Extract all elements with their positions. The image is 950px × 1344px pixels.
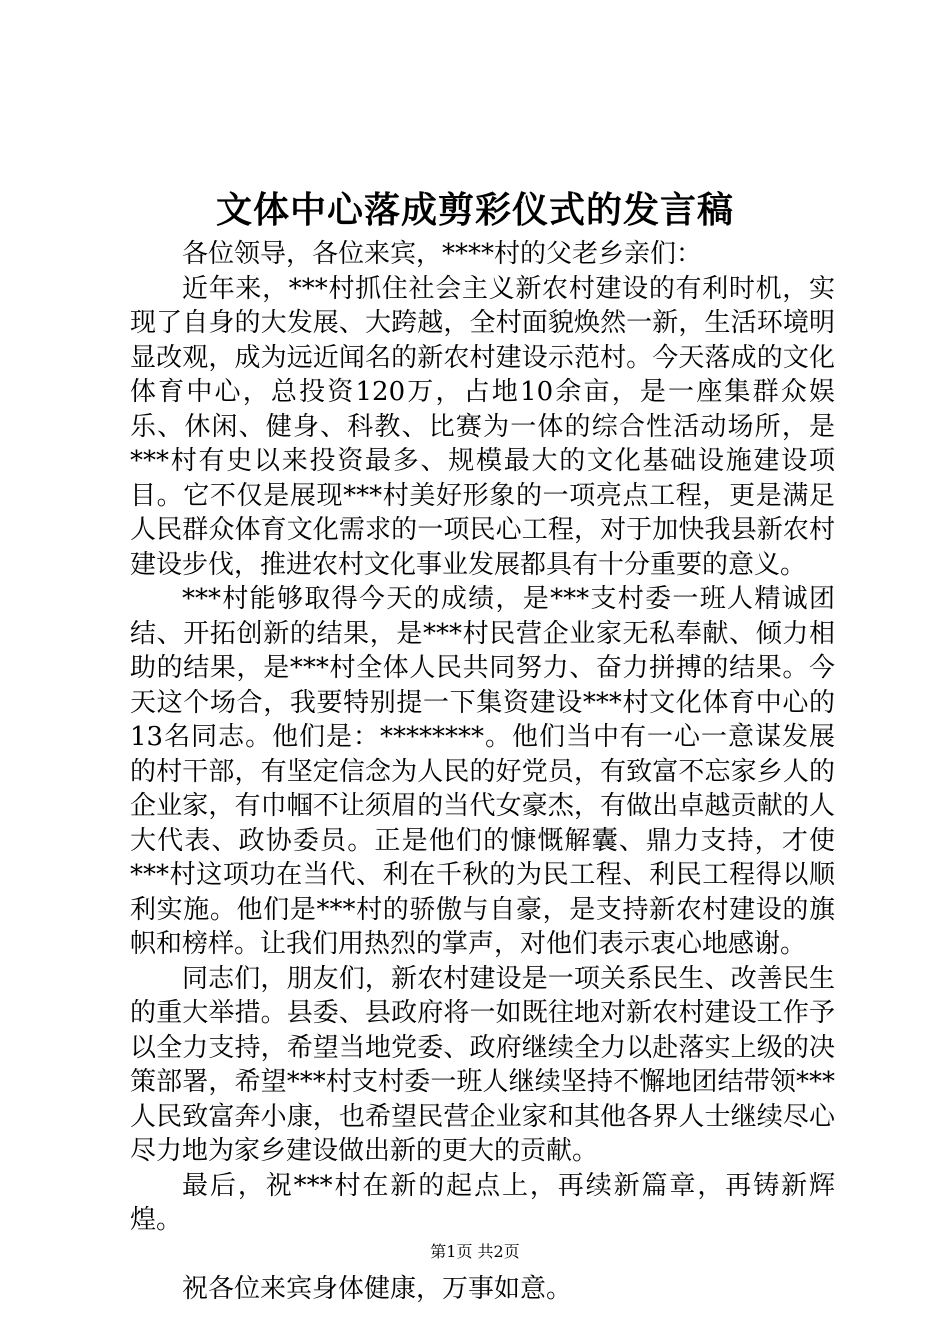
page-number-footer: 第1页 共2页 <box>430 1242 520 1261</box>
body-paragraph: ***村能够取得今天的成绩，是***支村委一班人精诚团结、开拓创新的结果，是***村民营企业家无私奉献、倾力相助的结果，是***村全体人民共同努力、奋力拼搏的结果。今天这个场合，我要特别提一下集资建设***村文化体育中心的13名同志。他们是：********。他们当中有一心一意谋发展的村干部，有坚定信念为人民的好党员，有致富不忘家乡人的企业家，有巾帼不让须眉的当代女豪杰，有做出卓越贡献的人大代表、政协委员。正是他们的慷慨解囊、鼎力支持，才使***村这项功在当代、利在千秋的为民工程、利民工程得以顺利实施。他们是***村的骄傲与自豪，是支持新农村建设的旗帜和榜样。让我们用热烈的掌声，对他们表示衷心地感谢。 <box>130 584 835 959</box>
body-paragraph: 最后，祝***村在新的起点上，再续新篇章，再铸新辉煌。 <box>130 1170 835 1235</box>
body-paragraph: 近年来，***村抓住社会主义新农村建设的有利时机，实现了自身的大发展、大跨越，全村面貌焕然一新，生活环境明显改观，成为远近闻名的新农村建设示范村。今天落成的文化体育中心，总投资120万，占地10余亩，是一座集群众娱乐、休闲、健身、科教、比赛为一体的综合性活动场所，是***村有史以来投资最多、规模最大的文化基础设施建设项目。它不仅是展现***村美好形象的一项亮点工程，更是满足人民群众体育文化需求的一项民心工程，对于加快我县新农村建设步伐，推进农村文化事业发展都具有十分重要的意义。 <box>130 273 835 580</box>
body-paragraph: 同志们，朋友们，新农村建设是一项关系民生、改善民生的重大举措。县委、县政府将一如既往地对新农村建设工作予以全力支持，希望当地党委、政府继续全力以赴落实上级的决策部署，希望***村支村委一班人继续坚持不懈地团结带领***人民致富奔小康，也希望民营企业家和其他各界人士继续尽心尽力地为家乡建设做出新的更大的贡献。 <box>130 963 835 1166</box>
salutation-paragraph: 各位领导，各位来宾，****村的父老乡亲们： <box>182 239 703 269</box>
document-body <box>130 237 835 1307</box>
closing-paragraph: 祝各位来宾身体健康，万事如意。 <box>182 1274 573 1304</box>
document-title: 文体中心落成剪彩仪式的发言稿 <box>215 189 734 231</box>
